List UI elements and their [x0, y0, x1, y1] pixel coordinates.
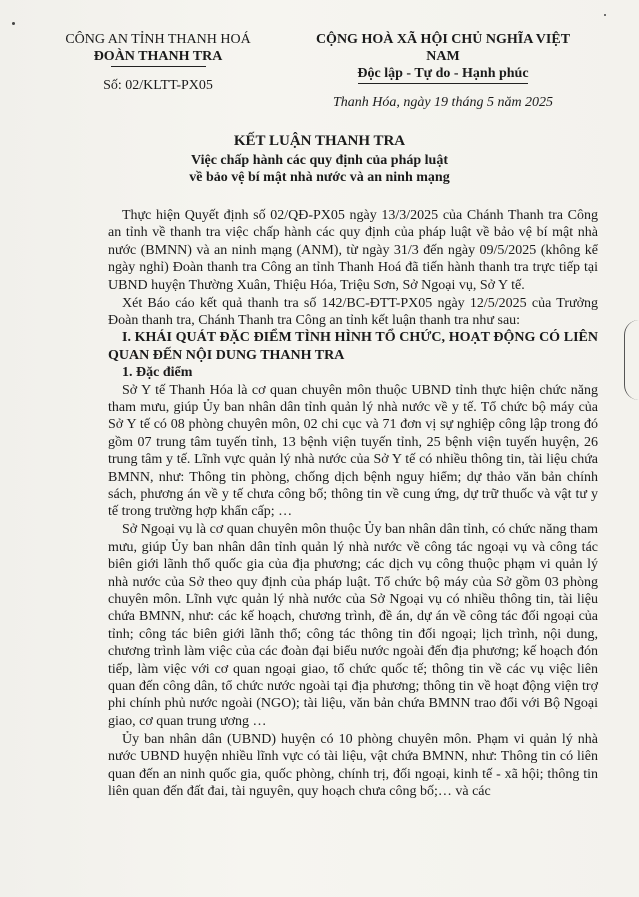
section-heading: I. KHÁI QUÁT ĐẶC ĐIỂM TÌNH HÌNH TỔ CHỨC, HOẠT ĐỘNG CÓ LIÊN QUAN ĐẾN NỘI DUNG THANH TRA: [108, 330, 598, 363]
document-subtitle-line1: Việc chấp hành các quy định của pháp luật: [191, 153, 448, 168]
motto-underline: [358, 83, 528, 84]
document-date: Thanh Hóa, ngày 19 tháng 5 năm 2025: [332, 95, 554, 110]
subsection-heading: 1. Đặc điểm: [122, 365, 193, 381]
paragraph-district-committee: Ủy ban nhân dân (UBND) huyện có 10 phòng chuyên môn. Phạm vi quản lý nhà nước UBND huyện nhiều lĩnh vực có tài liệu, vật chứa BMNN, như: Thông tin có liên quan đến an ninh quốc gia, quốc phòng, chính trị, đối ngoại, kinh tế - xã hội; thông tin liên quan đến đất đai, tài nguyên, quy hoạch chưa công bố;… và các: [108, 731, 598, 799]
inspection-team-name: ĐOÀN THANH TRA: [93, 49, 223, 64]
national-title: CỘNG HOÀ XÃ HỘI CHỦ NGHĨA VIỆT NAM: [315, 32, 571, 64]
document-body: [108, 207, 598, 800]
document-subtitle-line2: về bảo vệ bí mật nhà nước và an ninh mạng: [189, 170, 450, 185]
national-motto: Độc lập - Tự do - Hạnh phúc: [357, 66, 529, 81]
agency-underline: [111, 66, 206, 67]
paragraph-basis: Thực hiện Quyết định số 02/QĐ-PX05 ngày 13/3/2025 của Chánh Thanh tra Công an tỉnh về thanh tra việc chấp hành các quy định của pháp luật về bảo vệ bí mật nhà nước (BMNN) và an ninh mạng (ANM), từ ngày 31/3 đến ngày 09/5/2025 (không kể ngày nghỉ) Đoàn thanh tra Công an tỉnh Thanh Hoá đã tiến hành thanh tra trực tiếp tại UBND huyện Thường Xuân, Thiệu Hóa, Triệu Sơn, Sở Ngoại vụ, Sở Y tế.: [108, 208, 598, 293]
document-number: Số: 02/KLTT-PX05: [103, 78, 213, 93]
scan-speck: [604, 14, 606, 16]
stamp-edge-mark: [624, 320, 639, 400]
scan-speck: [12, 22, 15, 25]
national-header-block: [298, 31, 588, 111]
paragraph-report-reference: Xét Báo cáo kết quả thanh tra số 142/BC-ĐTT-PX05 ngày 12/5/2025 của Trưởng Đoàn thanh tra, Chánh Thanh tra Công an tỉnh kết luận thanh tra như sau:: [108, 295, 598, 328]
agency-name: CÔNG AN TỈNH THANH HOÁ: [65, 32, 251, 47]
document-title: KẾT LUẬN THANH TRA: [233, 133, 406, 149]
paragraph-health-department: Sở Y tế Thanh Hóa là cơ quan chuyên môn thuộc UBND tỉnh thực hiện chức năng tham mưu, giúp Ủy ban nhân dân tỉnh quản lý nhà nước về y tế. Tổ chức bộ máy của Sở Y tế có 08 phòng chuyên môn, 02 chi cục và 71 đơn vị sự nghiệp công lập trong đó gồm 07 trung tâm tuyến tỉnh, 13 bệnh viện tuyến tỉnh, 25 bệnh viện tuyến huyện, 26 trung tâm y tế. Lĩnh vực quản lý nhà nước của Sở Y tế có nhiều thông tin, tài liệu chứa BMNN, như: Thông tin phòng, chống dịch bệnh nguy hiểm; dự thảo văn bản chính sách, phương án về y tế chưa công bố; thông tin về cung ứng, dự trữ thuốc và vật tư y tế trong trường hợp khẩn cấp; …: [108, 382, 598, 520]
issuing-agency-block: [58, 31, 258, 94]
paragraph-foreign-affairs: Sở Ngoại vụ là cơ quan chuyên môn thuộc Ủy ban nhân dân tỉnh, có chức năng tham mưu, giúp Ủy ban nhân dân tỉnh quản lý nhà nước về công tác ngoại vụ và công tác biên giới lãnh thổ quốc gia của địa phương; các dịch vụ công thuộc phạm vi quản lý nhà nước của Sở theo quy định của pháp luật. Tổ chức bộ máy của Sở gồm 03 phòng chuyên môn. Lĩnh vực quản lý nhà nước của Sở Ngoại vụ có nhiều thông tin, tài liệu chứa BMNN, như: các kế hoạch, chương trình, đề án, dự án về công tác đối ngoại của tỉnh; công tác biên giới lãnh thổ; công tác thông tin đối ngoại; lịch trình, nội dung, chương trình làm việc của các đoàn đại biểu nước ngoài đến địa phương; kế hoạch đón tiếp, làm việc với cơ quan ngoại giao, tổ chức quốc tế; thông tin về các vụ việc liên quan đến công dân, tổ chức nước ngoài tại địa phương; thông tin về hoạt động viện trợ phi chính phủ nước ngoài (NGO); tài liệu, văn bản chứa BMNN trao đổi với Bộ Ngoại giao, cơ quan trung ương …: [108, 522, 598, 729]
